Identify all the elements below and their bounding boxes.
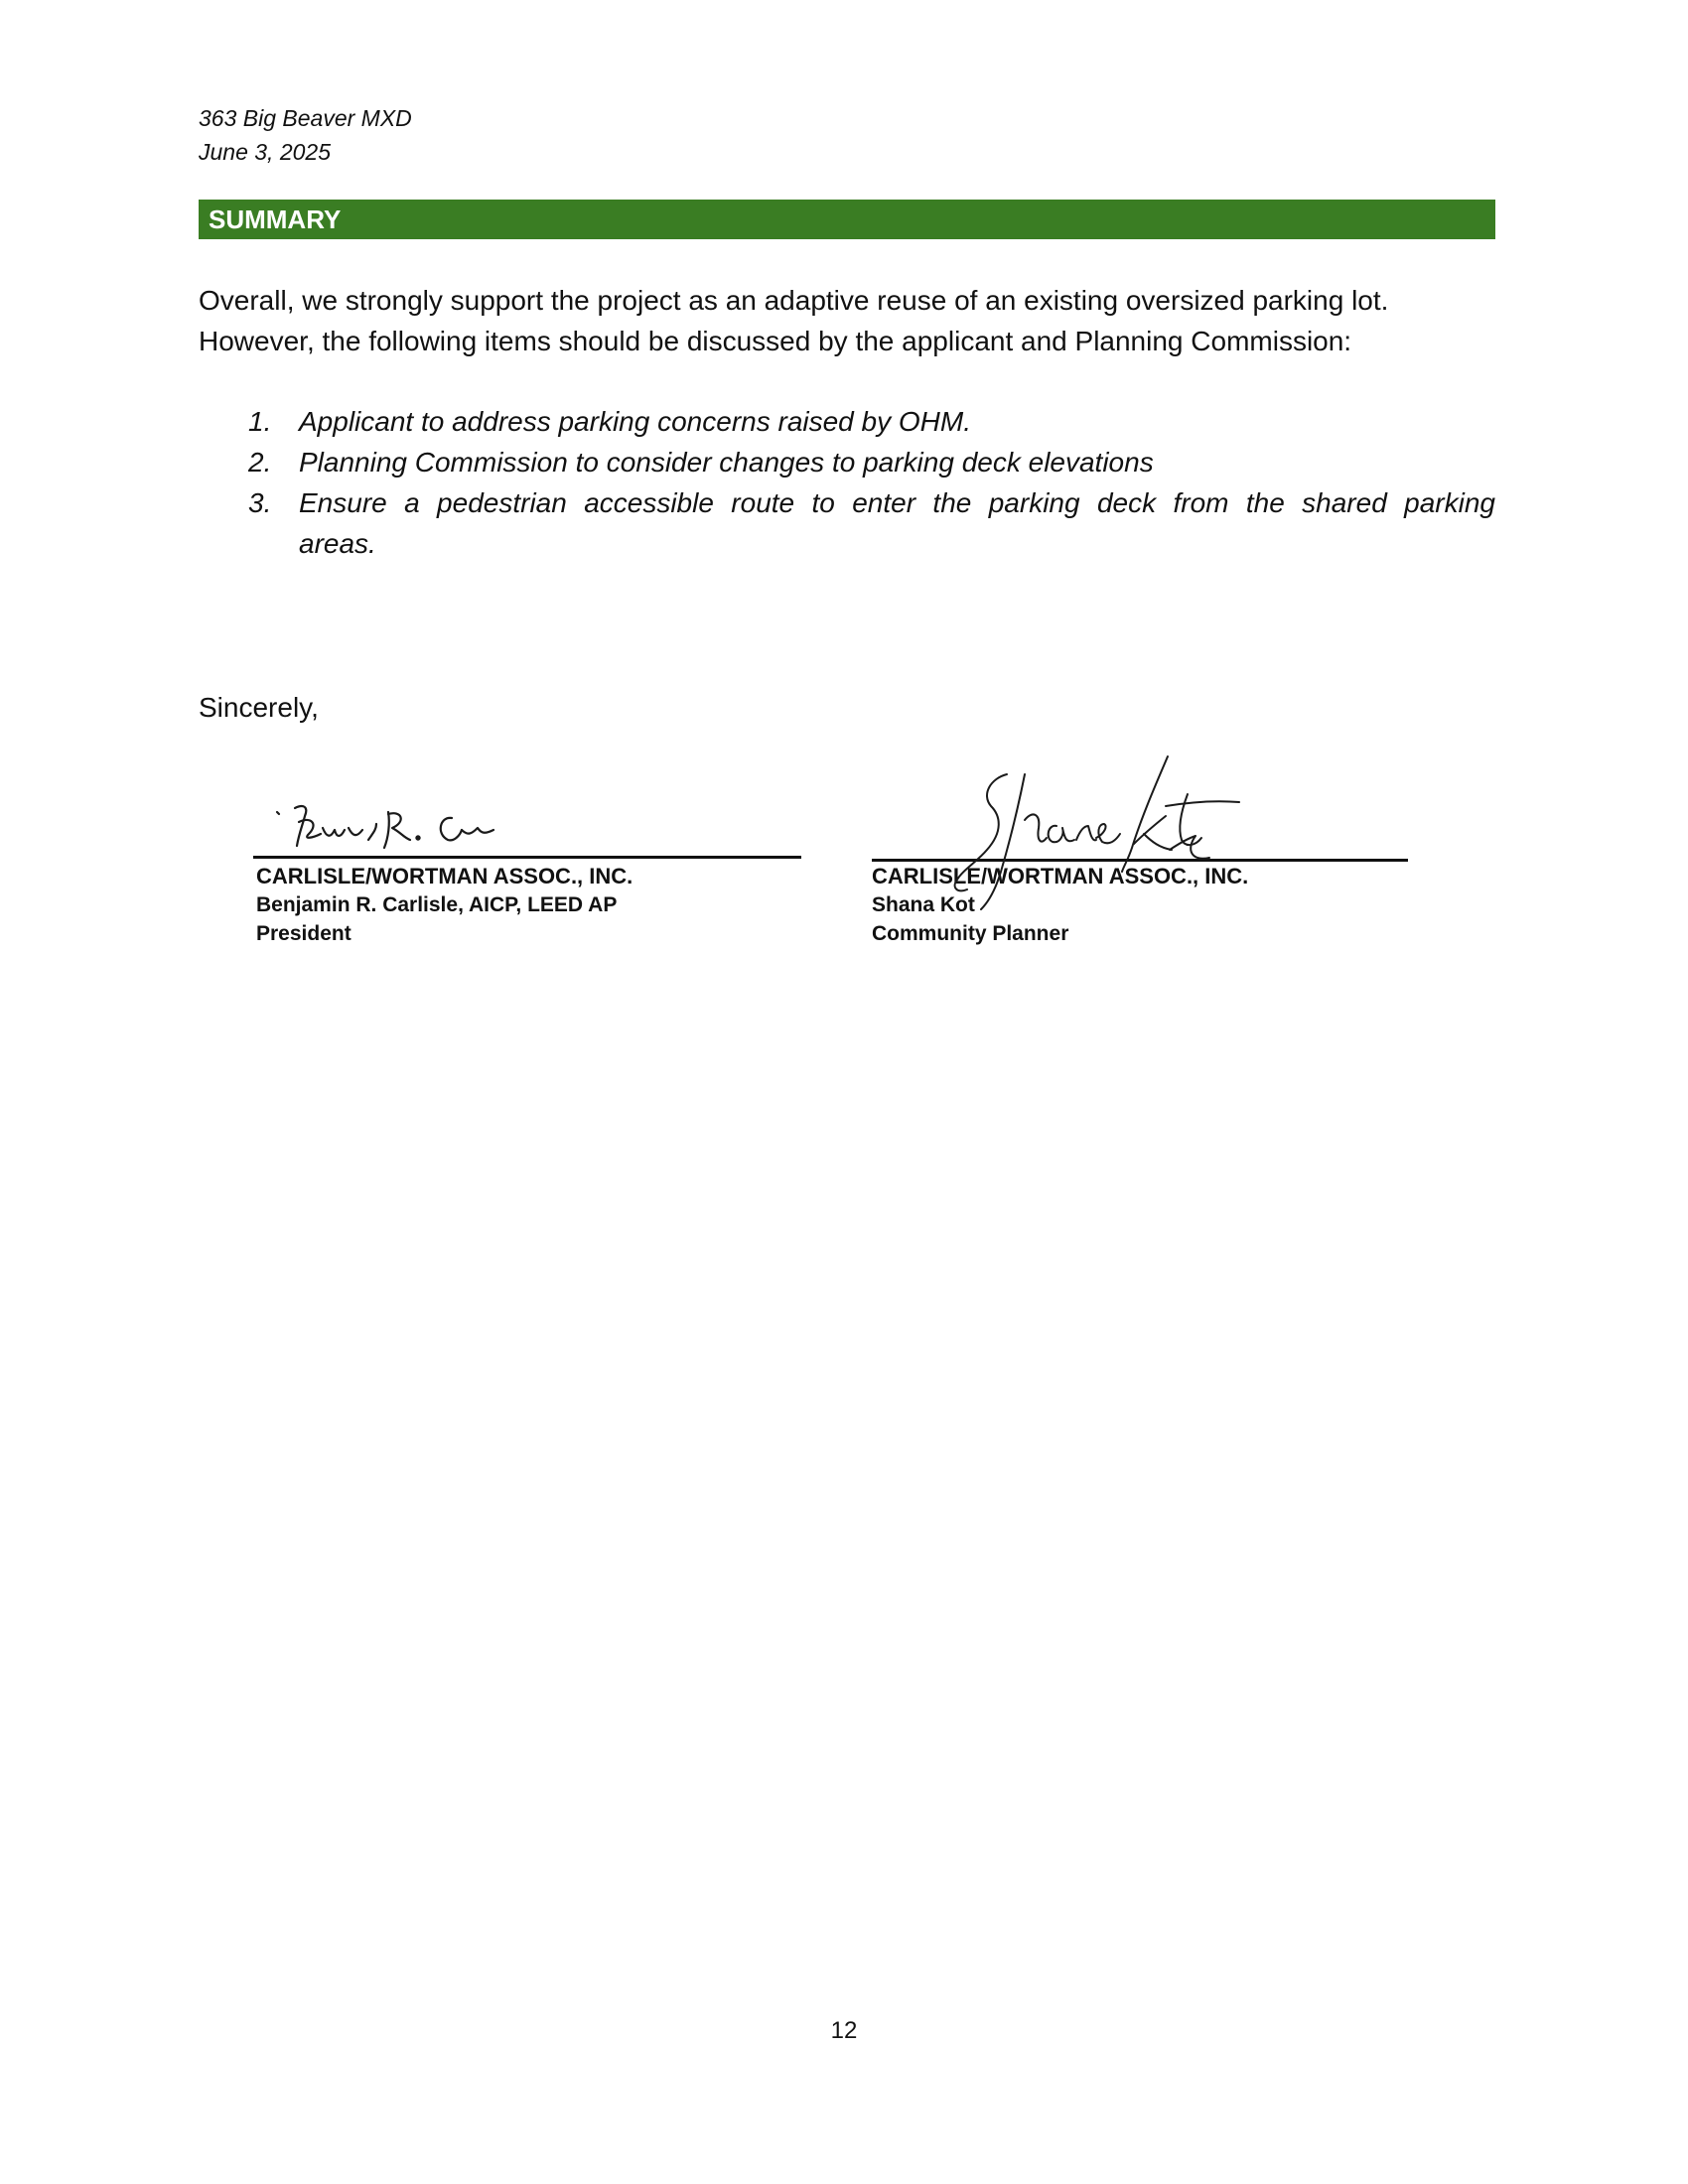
paragraph-line-1: Overall, we strongly support the project as an adaptive reuse of an existing oversized parking lot. xyxy=(199,285,1389,316)
signer-firm: CARLISLE/WORTMAN ASSOC., INC. xyxy=(256,864,633,888)
handwritten-signature-carlisle xyxy=(273,794,571,864)
list-item-text: Ensure a pedestrian accessible route to enter the parking deck from the shared parking xyxy=(299,487,1495,518)
list-item xyxy=(199,442,1495,482)
signature-line xyxy=(253,856,801,859)
paragraph-line-2: However, the following items should be discussed by the applicant and Planning Commission: xyxy=(199,326,1352,356)
numbered-list xyxy=(199,401,1495,564)
signer-firm: CARLISLE/WORTMAN ASSOC., INC. xyxy=(872,864,1249,888)
list-item-number: 2. xyxy=(248,447,272,478)
signer-title: Community Planner xyxy=(872,922,1069,945)
section-heading-summary: SUMMARY xyxy=(199,200,1495,239)
signer-name: Benjamin R. Carlisle, AICP, LEED AP xyxy=(256,893,618,916)
list-item-number: 1. xyxy=(248,406,272,437)
signer-title: President xyxy=(256,922,352,945)
document-header xyxy=(199,101,412,169)
project-name: 363 Big Beaver MXD xyxy=(199,105,412,131)
list-item-number: 3. xyxy=(248,487,272,518)
list-item xyxy=(199,401,1495,442)
handwritten-signature-kot xyxy=(921,754,1299,913)
list-item xyxy=(199,482,1495,564)
list-item-text: Planning Commission to consider changes to parking deck elevations xyxy=(299,447,1154,478)
signer-name: Shana Kot xyxy=(872,893,975,916)
closing-salutation: Sincerely, xyxy=(199,692,319,723)
list-item-text: Applicant to address parking concerns raised by OHM. xyxy=(299,406,971,437)
page-number: 12 xyxy=(830,2017,858,2044)
summary-paragraph xyxy=(199,280,1509,361)
document-date: June 3, 2025 xyxy=(199,139,332,165)
list-item-text-continued: areas. xyxy=(299,528,376,559)
